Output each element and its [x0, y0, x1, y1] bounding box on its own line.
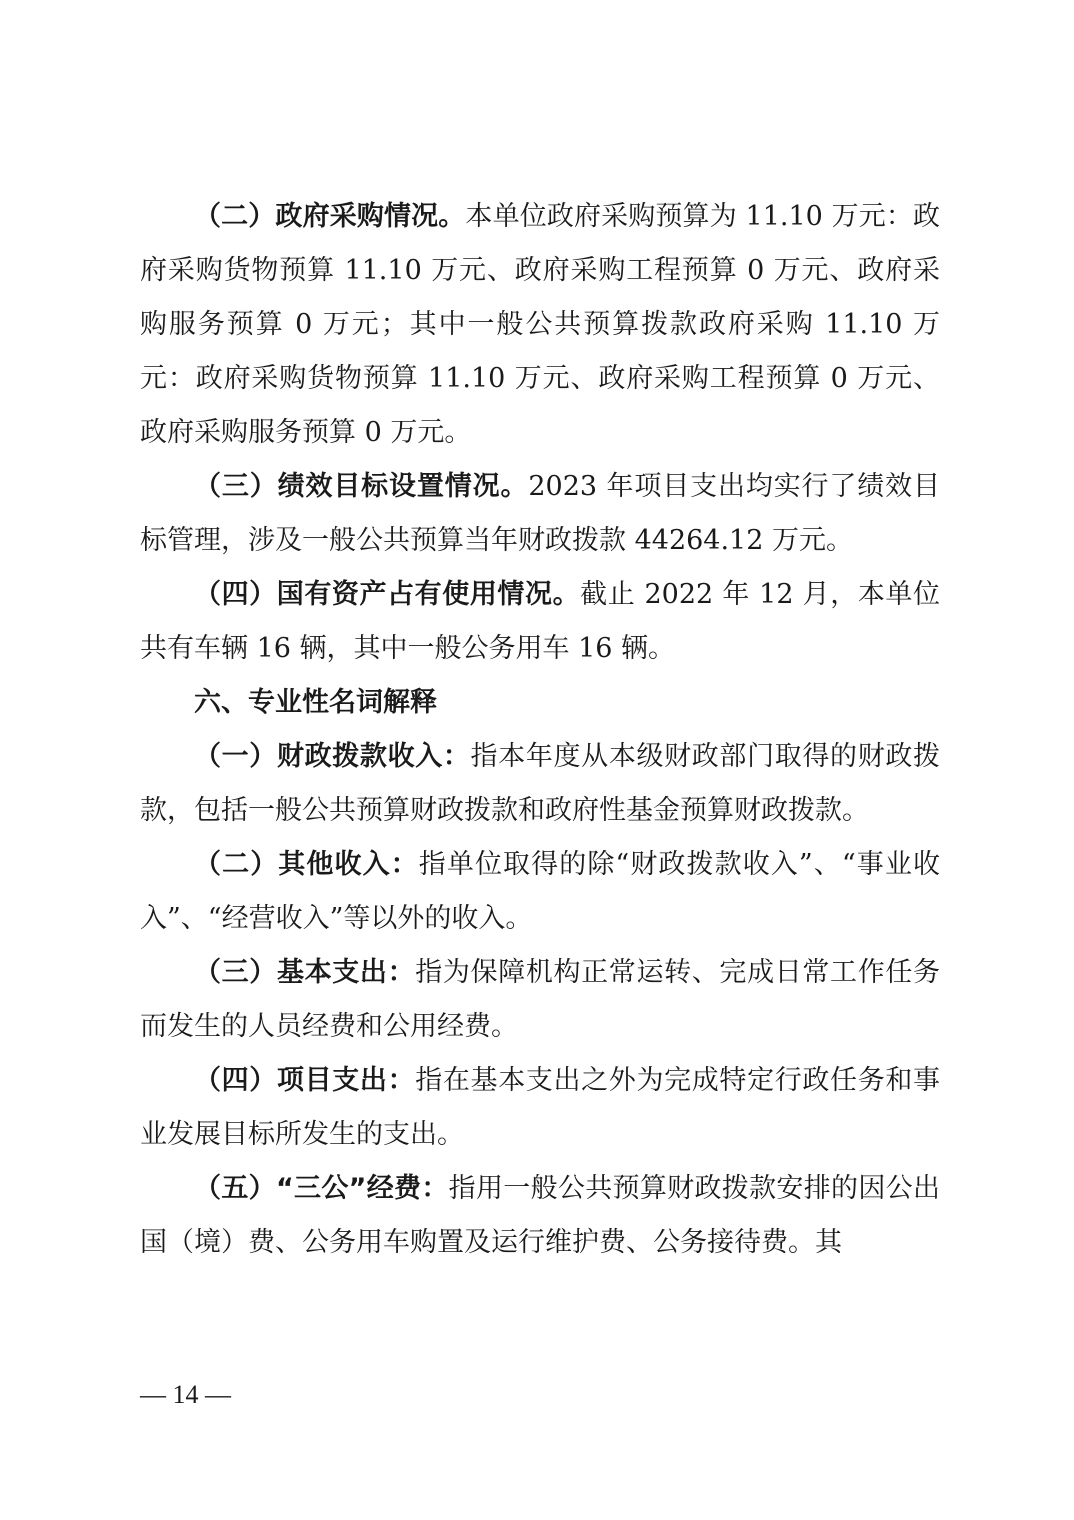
- definition-other-income: [140, 838, 940, 946]
- definition-term: （三）基本支出：: [194, 957, 416, 988]
- definition-text: 指为保障机构正常运转、完成日常工作任务而发生的人员经费和公用经费。: [140, 957, 941, 1042]
- definition-project-expenditure: [140, 1054, 940, 1162]
- paragraph-text: 截止 2022 年 12 月，本单位共有车辆 16 辆，其中一般公务用车 16 辆。: [140, 579, 940, 664]
- definition-term: （二）其他收入：: [194, 849, 419, 880]
- definition-term: （一）财政拨款收入：: [194, 741, 471, 772]
- paragraph-text: 本单位政府采购预算为 11.10 万元：政府采购货物预算 11.10 万元、政府采购工程预算 0 万元、政府采购服务预算 0 万元；其中一般公共预算拨款政府采购 11.10 万元：政府采购货物预算 11.10 万元、政府采购工程预算 0 万元、政府采购服务预算 0 万元。: [140, 201, 941, 448]
- definition-text: 指在基本支出之外为完成特定行政任务和事业发展目标所发生的支出。: [140, 1065, 941, 1150]
- definition-basic-expenditure: [140, 946, 940, 1054]
- definition-three-public-expenses: [140, 1162, 940, 1270]
- definition-term: （四）项目支出：: [194, 1065, 416, 1096]
- definition-fiscal-appropriation-income: [140, 730, 940, 838]
- document-body: [140, 190, 940, 1270]
- paragraph-text: 2023 年项目支出均实行了绩效目标管理，涉及一般公共预算当年财政拨款 44264.12 万元。: [140, 471, 941, 556]
- paragraph-government-procurement: [140, 190, 940, 460]
- section-heading: 六、专业性名词解释: [194, 687, 437, 718]
- paragraph-lead: （四）国有资产占有使用情况。: [194, 579, 581, 610]
- definition-text: 指用一般公共预算财政拨款安排的因公出国（境）费、公务用车购置及运行维护费、公务接待费。其: [140, 1173, 940, 1258]
- paragraph-performance-targets: [140, 460, 940, 568]
- definition-text: 指本年度从本级财政部门取得的财政拨款，包括一般公共预算财政拨款和政府性基金预算财政拨款。: [140, 741, 941, 826]
- definition-text: 指单位取得的除“财政拨款收入”、“事业收入”、“经营收入”等以外的收入。: [140, 849, 940, 934]
- paragraph-lead: （三）绩效目标设置情况。: [194, 471, 529, 502]
- page-number: — 14 —: [140, 1380, 231, 1409]
- paragraph-lead: （二）政府采购情况。: [194, 201, 466, 232]
- definition-term: （五）“三公”经费：: [194, 1173, 449, 1204]
- paragraph-state-assets: [140, 568, 940, 676]
